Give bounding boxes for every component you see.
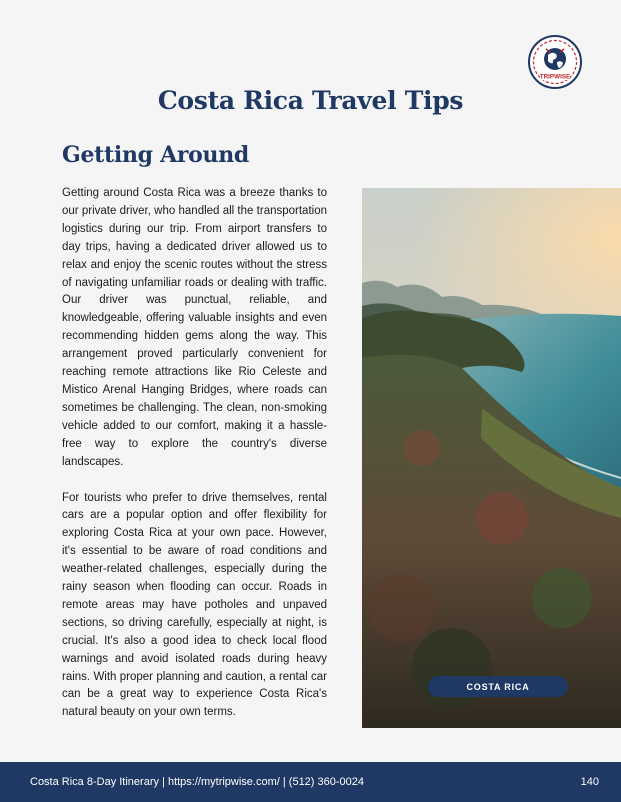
footer	[0, 762, 621, 802]
page-title: Costa Rica Travel Tips	[157, 86, 464, 115]
photo-caption-badge: COSTA RICA	[428, 676, 568, 697]
body-text	[62, 185, 327, 722]
globe-icon	[544, 48, 566, 70]
costa-rica-coast-photo	[362, 188, 621, 728]
tripwise-logo	[527, 34, 583, 90]
logo-text: TRIPWISE	[539, 73, 571, 81]
footer-info: Costa Rica 8-Day Itinerary | https://mytripwise.com/ | (512) 360-0024	[30, 776, 365, 788]
page-number: 140	[580, 776, 599, 788]
paragraph-rental-cars: For tourists who prefer to drive themselves, rental cars are a popular option and offer flexibility for exploring Costa Rica at your own pace. However, it's essential to be aware of road conditions and weather-related challenges, especially during the rainy season when flooding can occur. Roads in remote areas may have potholes and unpaved sections, so driving carefully, especially at night, is crucial. It's also a good idea to check local flood warnings and avoid isolated roads during heavy rains. With proper planning and caution, a rental car can be a great way to experience Costa Rica's natural beauty on your own terms.	[62, 491, 327, 719]
paragraph-private-driver: Getting around Costa Rica was a breeze thanks to our private driver, who handled all the transportation logistics during our trip. From airport transfers to day trips, having a dedicated driver allowed us to relax and enjoy the scenic routes without the stress of navigating unfamiliar roads or dealing with traffic. Our driver was punctual, reliable, and knowledgeable, offering valuable insights and even recommending hidden gems along the way. This arrangement proved particularly convenient for reaching remote attractions like Rio Celeste and Mistico Arenal Hanging Bridges, where roads can sometimes be challenging. The clean, non-smoking vehicle added to our comfort, making it a hassle-free way to explore the country's diverse landscapes.	[62, 187, 327, 468]
section-heading: Getting Around	[62, 142, 250, 168]
